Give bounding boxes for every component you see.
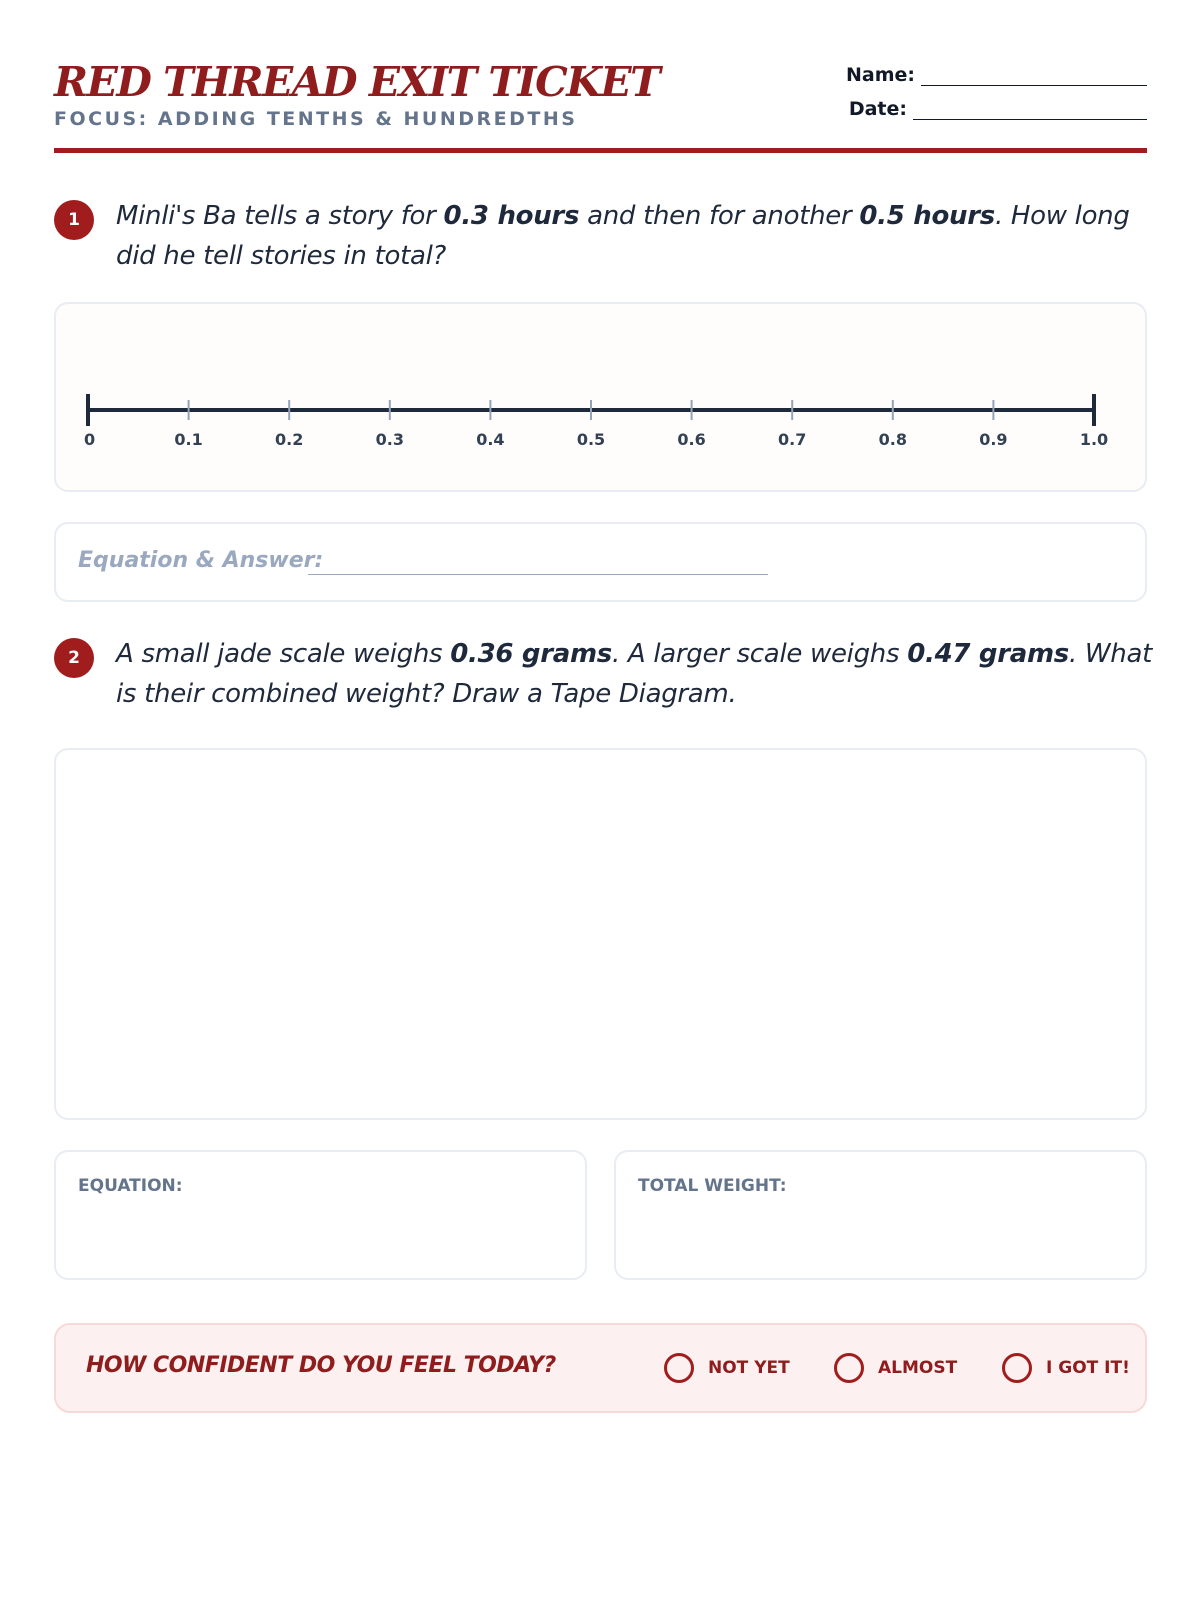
radio-circle-icon[interactable]	[664, 1353, 694, 1383]
radio-circle-icon[interactable]	[834, 1353, 864, 1383]
name-field[interactable]	[921, 63, 1147, 86]
question-value: 0.3 hours	[443, 201, 580, 231]
equation-label: EQUATION:	[78, 1176, 183, 1196]
date-field[interactable]	[913, 97, 1147, 120]
option-label: NOT YET	[708, 1358, 790, 1378]
date-row	[817, 86, 1147, 120]
number-line-tick-label: 0.9	[979, 430, 1008, 449]
question-text	[116, 196, 1156, 276]
question-text-part: . A larger scale weighs	[611, 639, 908, 669]
number-line-tick-label: 0.2	[275, 430, 304, 449]
question-text-part: . How long did he tell stories in total?	[116, 201, 1130, 271]
student-info	[817, 52, 1147, 120]
number-line	[56, 304, 1149, 494]
confidence-option-i-got-it[interactable]	[1002, 1349, 1130, 1387]
question-value: 0.36 grams	[450, 639, 612, 669]
number-line-tick-label: 0.4	[476, 430, 505, 449]
equation-answer-box[interactable]	[54, 522, 1147, 602]
confidence-question: HOW CONFIDENT DO YOU FEEL TODAY?	[86, 1353, 556, 1378]
option-label: I GOT IT!	[1046, 1358, 1130, 1378]
number-line-tick-label: 1.0	[1079, 430, 1109, 449]
question-text-part: . What is their combined weight? Draw a Tape Diagram.	[116, 639, 1152, 709]
confidence-option-almost[interactable]	[834, 1349, 957, 1387]
header-divider	[54, 148, 1147, 153]
question-text	[116, 634, 1156, 714]
name-row	[817, 52, 1147, 86]
number-line-area[interactable]	[54, 302, 1147, 492]
number-line-tick-label: 0.3	[375, 430, 404, 449]
total-weight-label: TOTAL WEIGHT:	[638, 1176, 787, 1196]
answer-line[interactable]	[308, 574, 768, 575]
tape-diagram-area[interactable]	[54, 748, 1147, 1120]
name-label: Name:	[845, 64, 915, 86]
question-text-part: Minli's Ba tells a story for	[116, 201, 444, 231]
total-weight-box[interactable]	[614, 1150, 1147, 1280]
question-number-badge: 1	[54, 200, 94, 240]
equation-answer-label: Equation & Answer:	[78, 548, 324, 573]
number-line-tick-label: 0.5	[576, 430, 606, 449]
question-text-part: A small jade scale weighs	[116, 639, 451, 669]
option-label: ALMOST	[878, 1358, 958, 1378]
date-label: Date:	[848, 98, 907, 120]
confidence-check	[54, 1323, 1147, 1413]
confidence-option-not-yet[interactable]	[664, 1349, 790, 1387]
question-value: 0.5 hours	[859, 201, 995, 231]
question-number-badge: 2	[54, 638, 94, 678]
page-subtitle: FOCUS: ADDING TENTHS & HUNDREDTHS	[54, 108, 578, 130]
number-line-tick-label: 0.8	[878, 430, 907, 449]
number-line-tick-label: 0.1	[174, 430, 203, 449]
equation-box[interactable]	[54, 1150, 587, 1280]
number-line-tick-label: 0.7	[778, 430, 807, 449]
radio-circle-icon[interactable]	[1002, 1353, 1032, 1383]
number-line-tick-label: 0	[84, 430, 96, 449]
question-value: 0.47 grams	[907, 639, 1069, 669]
question-text-part: and then for another	[579, 201, 860, 231]
exit-ticket-page	[54, 0, 1152, 1600]
number-line-tick-label: 0.6	[677, 430, 706, 449]
page-title: RED THREAD EXIT TICKET	[54, 58, 660, 106]
